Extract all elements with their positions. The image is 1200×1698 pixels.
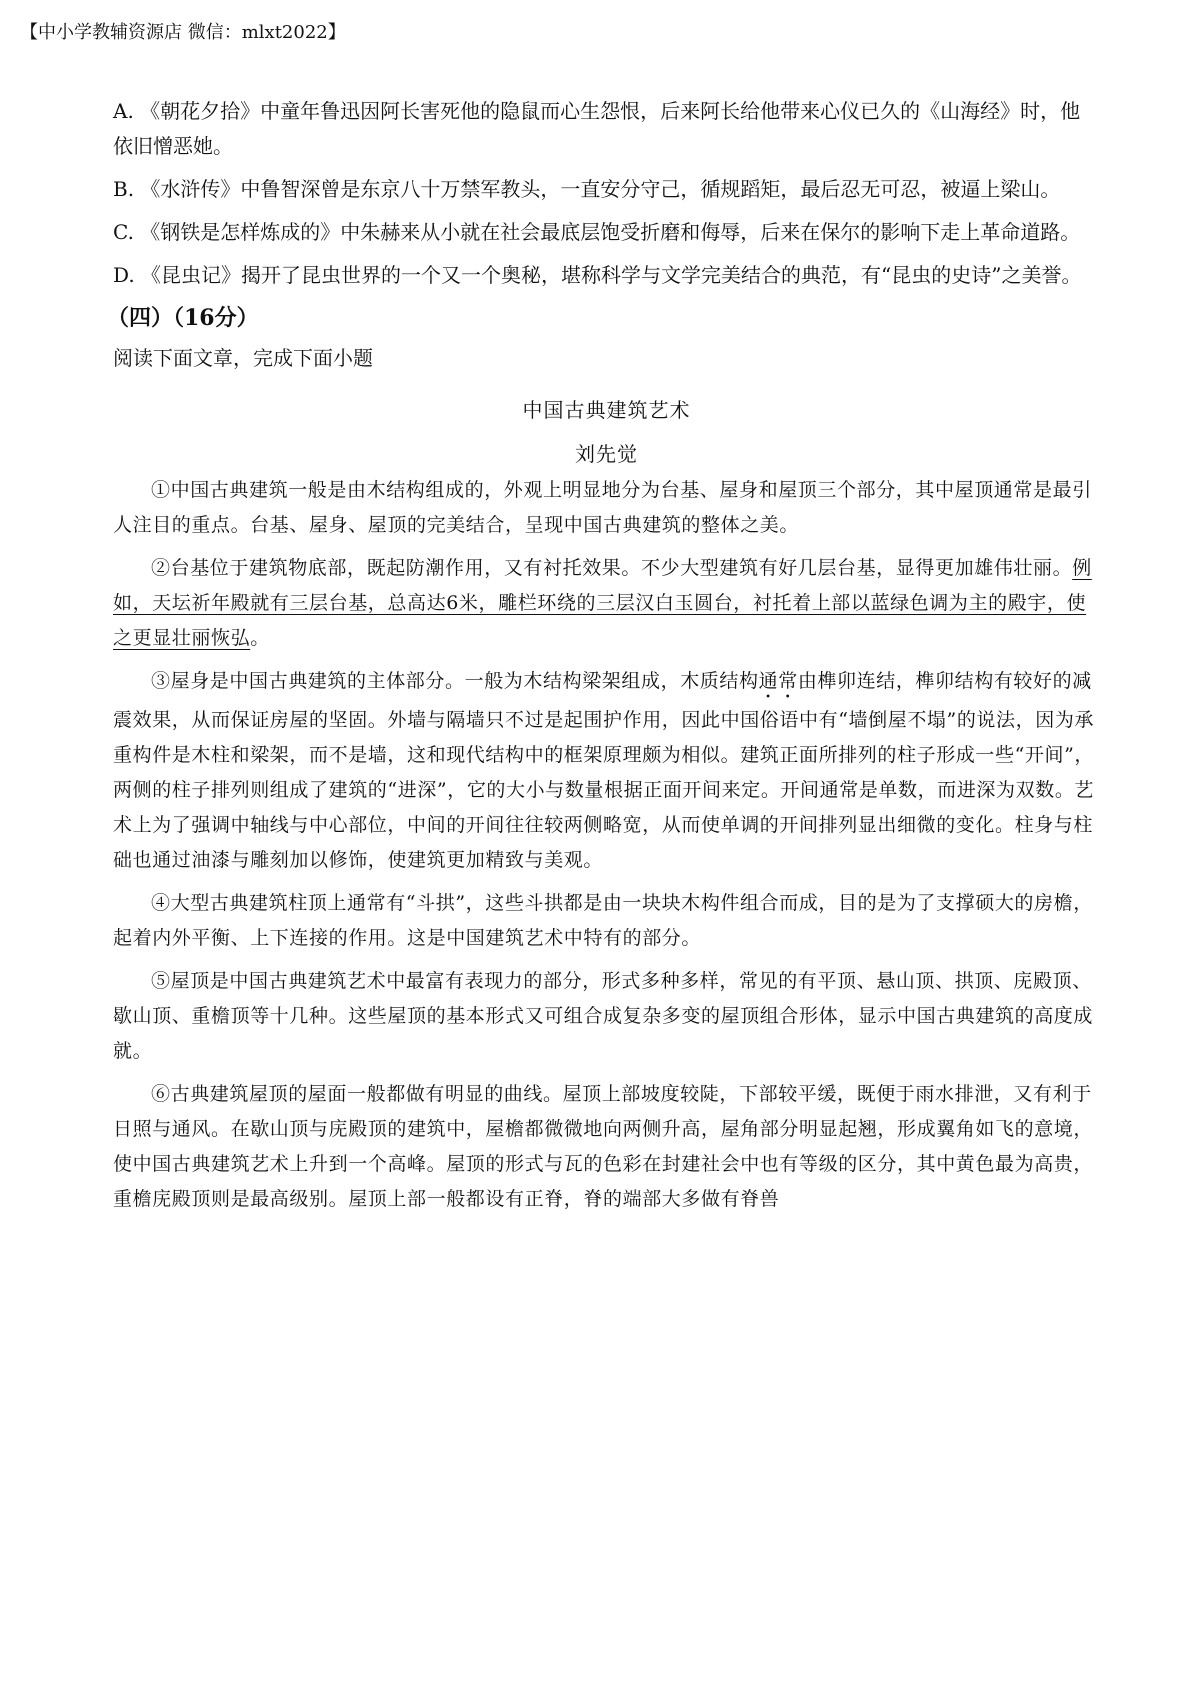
- paragraph-3: [113, 664, 1100, 878]
- option-b: B. 《水浒传》中鲁智深曾是东京八十万禁军教头，一直安分守己，循规蹈矩，最后忍无可忍，被逼上梁山。: [113, 177, 1061, 201]
- page-content: [107, 94, 1100, 1225]
- article-title: 中国古典建筑艺术: [522, 398, 691, 422]
- option-c: C. 《钢铁是怎样炼成的》中朱赫来从小就在社会最底层饱受折磨和侮辱，后来在保尔的影响下走上革命道路。: [113, 220, 1081, 244]
- option-d: D. 《昆虫记》揭开了昆虫世界的一个又一个奥秘，堪称科学与文学完美结合的典范，有“昆虫的史诗”之美誉。: [113, 263, 1082, 287]
- watermark-header: 【中小学教辅资源店 微信：mlxt2022】: [20, 22, 346, 43]
- paragraph-5: ⑤屋顶是中国古典建筑艺术中最富有表现力的部分，形式多种多样，常见的有平顶、悬山顶、拱顶、庑殿顶、歇山顶、重檐顶等十几种。这些屋顶的基本形式又可组合成复杂多变的屋顶组合形体，显示中国古典建筑的高度成就。: [113, 970, 1094, 1062]
- paragraph-1: ①中国古典建筑一般是由木结构组成的，外观上明显地分为台基、屋身和屋顶三个部分，其中屋顶通常是最引人注目的重点。台基、屋身、屋顶的完美结合，呈现中国古典建筑的整体之美。: [113, 479, 1092, 536]
- section-title: （四）（16分）: [107, 305, 259, 331]
- paragraph-2-end: 。: [250, 627, 270, 649]
- paragraph-4: ④大型古典建筑柱顶上通常有“斗拱”，这些斗拱都是由一块块木构件组合而成，目的是为了支撑硕大的房檐，起着内外平衡、上下连接的作用。这是中国建筑艺术中特有的部分。: [113, 892, 1093, 949]
- paragraph-6: ⑥古典建筑屋顶的屋面一般都做有明显的曲线。屋顶上部坡度较陡，下部较平缓，既便于雨水排泄，又有利于日照与通风。在歇山顶与庑殿顶的建筑中，屋檐都微微地向两侧升高，屋角部分明显起翘，形成翼角如飞的意境，使中国古典建筑艺术上升到一个高峰。屋顶的形式与瓦的色彩在封建社会中也有等级的区分，其中黄色最为高贵，重檐庑殿顶则是最高级别。屋顶上部一般都设有正脊，脊的端部大多做有脊兽: [113, 1083, 1094, 1210]
- underlined-sentence: 例如，天坛祈年殿就有三层台基，总高达6米，雕栏环绕的三层汉白玉圆台，衬托着上部以蓝绿色调为主的殿宇，使之更显壮丽恢弘: [113, 557, 1092, 649]
- paragraph-2-text: ②台基位于建筑物底部，既起防潮作用，又有衬托效果。不少大型建筑有好几层台基，显得更加雄伟壮丽。: [151, 557, 1073, 579]
- option-a: A. 《朝花夕拾》中童年鲁迅因阿长害死他的隐鼠而心生怨恨，后来阿长给他带来心仪已久的《山海经》时，他依旧憎恶她。: [113, 99, 1081, 158]
- paragraph-3-rest: 由榫卯连结，榫卯结构有较好的减震效果，从而保证房屋的坚固。外墙与隔墙只不过是起围护作用，因此中国俗语中有“墙倒屋不塌”的说法，因为承重构件是木柱和梁架，而不是墙，这和现代结构中的框架原理颇为相似。建筑正面所排列的柱子形成一些“开间”，两侧的柱子排列则组成了建筑的“进深”，它的大小与数量根据正面开间来定。开间通常是单数，而进深为双数。艺术上为了强调中轴线与中心部位，中间的开间往往较两侧略宽，从而使单调的开间排列显出细微的变化。柱身与柱础也通过油漆与雕刻加以修饰，使建筑更加精致与美观。: [113, 670, 1095, 871]
- article-author: 刘先觉: [575, 442, 638, 466]
- paragraph-3-start: ③屋身是中国古典建筑的主体部分。一般为木结构梁架组成，木质结构: [151, 670, 759, 692]
- paragraph-2: [113, 551, 1100, 656]
- emphasized-word: 通常: [758, 670, 798, 692]
- section-instruction: 阅读下面文章，完成下面小题: [113, 346, 373, 370]
